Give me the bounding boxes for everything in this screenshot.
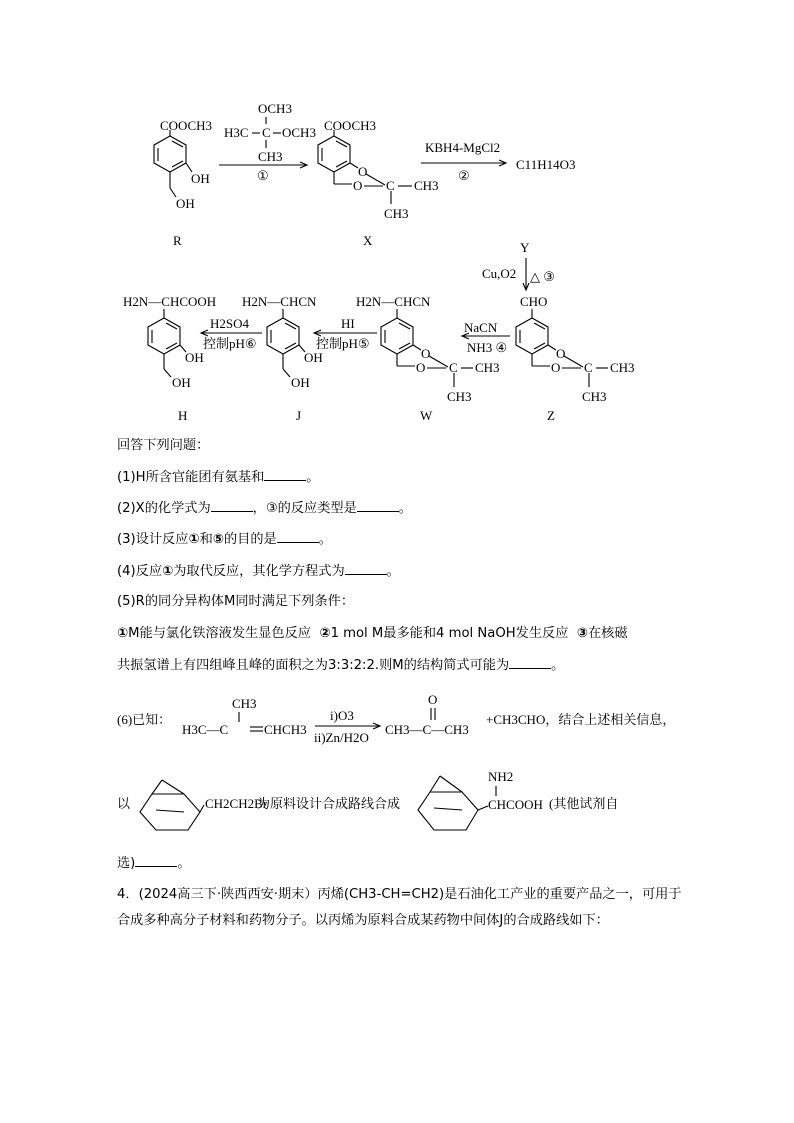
q6-ketone: CH3—C—CH3	[385, 722, 469, 737]
q6-mid-text: 为原料设计合成路线合成	[257, 796, 401, 811]
svg-text:OH: OH	[172, 375, 191, 390]
svg-text:O: O	[353, 178, 363, 193]
svg-text:O: O	[551, 360, 561, 375]
svg-text:H2SO4: H2SO4	[210, 316, 250, 331]
svg-text:O: O	[556, 346, 566, 361]
svg-text:H3C: H3C	[224, 125, 249, 140]
svg-text:H2N—CHCN: H2N—CHCN	[356, 294, 431, 309]
svg-text:CH3: CH3	[384, 206, 409, 221]
svg-text:KBH4-MgCl2: KBH4-MgCl2	[425, 140, 501, 155]
svg-text:②: ②	[458, 168, 470, 183]
question-3: (3)设计反应①和⑤的目的是 。	[117, 532, 332, 547]
svg-text:H: H	[178, 408, 188, 423]
svg-text:C: C	[262, 125, 271, 140]
svg-text:C: C	[584, 360, 593, 375]
norbornane-start	[140, 780, 204, 830]
svg-text:①: ①	[257, 168, 269, 183]
question-5-line2: 共振氢谱上有四组峰且峰的面积之为3:3:2:2.则M的结构简式可能为 。	[117, 658, 565, 673]
svg-text:控制pH⑥: 控制pH⑥	[203, 336, 257, 351]
svg-text:H2N—CHCN: H2N—CHCN	[242, 294, 317, 309]
problem-4-text: 4．(2024高三下·陕西西安·期末）丙烯(CH3-CH=CH2)是石油化工产业的重要产品之一，可用于合成多种高分子材料和药物分子。以丙烯为原料合成某药物中间体J的合成路线如下：	[117, 887, 682, 928]
svg-text:C: C	[449, 360, 458, 375]
svg-text:Cu,O2: Cu,O2	[482, 266, 517, 281]
q6-substituent: CH2CH2Br	[205, 796, 268, 811]
q6-reagent-1: i)O3	[330, 708, 354, 723]
q6-with: 以	[117, 796, 131, 811]
svg-text:OH: OH	[291, 375, 310, 390]
svg-text:CH3: CH3	[582, 389, 607, 404]
question-4: (4)反应①为取代反应，其化学方程式为 。	[117, 564, 400, 579]
q6-alkene-left: H3C—C	[182, 722, 229, 737]
q6-plus-text: +CH3CHO，结合上述相关信息，	[486, 712, 676, 727]
norbornane-product	[418, 776, 488, 830]
svg-text:NaCN: NaCN	[464, 320, 498, 335]
q6-tail: (其他试剂自	[549, 796, 619, 811]
svg-text:C: C	[386, 178, 395, 193]
svg-text:CH3: CH3	[414, 178, 439, 193]
svg-text:O: O	[358, 164, 368, 179]
svg-text:NH3 ④: NH3 ④	[467, 340, 508, 355]
svg-text:OCH3: OCH3	[258, 101, 292, 116]
svg-text:CH3: CH3	[475, 360, 500, 375]
svg-text:CH3: CH3	[447, 389, 472, 404]
svg-text:CHO: CHO	[520, 294, 548, 309]
svg-text:HI: HI	[341, 316, 355, 331]
q6-methyl: CH3	[232, 696, 257, 711]
svg-text:△ ③: △ ③	[530, 269, 555, 284]
svg-text:CH3: CH3	[258, 149, 283, 164]
svg-text:OH: OH	[185, 350, 204, 365]
svg-text:Y: Y	[520, 240, 530, 255]
q6-label: (6)已知：	[117, 712, 172, 727]
svg-text:OCH3: OCH3	[282, 125, 316, 140]
svg-text:H2N—CHCOOH: H2N—CHCOOH	[123, 294, 217, 309]
q6-alkene-right: CHCH3	[264, 722, 307, 737]
svg-text:C11H14O3: C11H14O3	[516, 157, 576, 172]
q6-oxygen: O	[428, 692, 438, 707]
svg-text:J: J	[296, 408, 302, 423]
q6-reagent-2: ii)Zn/H2O	[314, 730, 369, 745]
question-2: (2)X的化学式为 ，③的反应类型是 。	[117, 501, 412, 516]
svg-text:Z: Z	[547, 408, 555, 423]
svg-text:OH: OH	[304, 350, 323, 365]
R-label: R	[173, 233, 182, 248]
question-5: (5)R的同分异构体M同时满足下列条件：	[117, 594, 355, 609]
q6-product-acid: CHCOOH	[488, 797, 543, 812]
R-oh1: OH	[191, 171, 210, 186]
question-5-conditions: ①M能与氯化铁溶液发生显色反应 ②1 mol M最多能和4 mol NaOH发生反应 ③在核磁	[117, 626, 628, 641]
svg-text:W: W	[420, 408, 433, 423]
svg-text:COOCH3: COOCH3	[324, 118, 377, 133]
answer-blank-6[interactable]	[135, 854, 177, 867]
question-1: (1)H所含官能团有氨基和 。	[117, 470, 320, 485]
R-oh2: OH	[176, 196, 195, 211]
svg-text:X: X	[363, 233, 373, 248]
svg-text:O: O	[421, 346, 431, 361]
svg-text:控制pH⑤: 控制pH⑤	[316, 336, 370, 351]
svg-text:CH3: CH3	[610, 360, 635, 375]
q6-amino: NH2	[488, 769, 514, 784]
R-ester: COOCH3	[160, 118, 213, 133]
svg-text:O: O	[416, 360, 426, 375]
question-6-line3: 选) 。	[117, 856, 191, 871]
questions-intro: 回答下列问题：	[117, 438, 210, 453]
